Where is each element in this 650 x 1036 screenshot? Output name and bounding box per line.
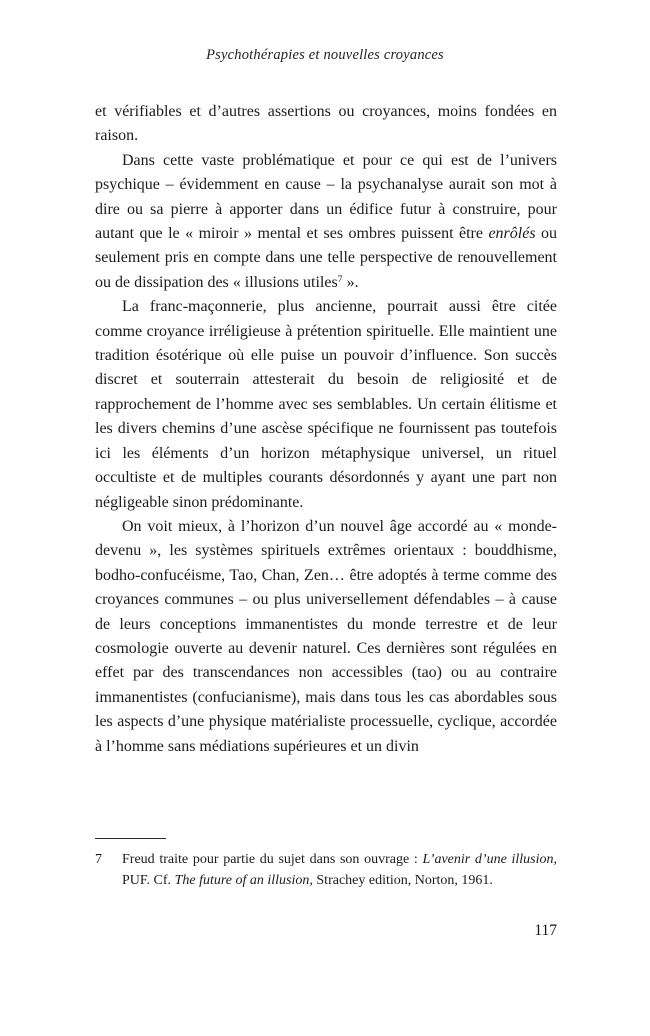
running-header: Psychothérapies et nouvelles croyances bbox=[206, 47, 444, 63]
paragraph-3 bbox=[95, 295, 557, 515]
text-run: Dans cette vaste problématique et pour ce qui est de l’univers psychique – évidemment en cause – la psychanalyse aurait son mot à dire ou sa pierre à apporter dans un édifice futur à construire, pour autant que le « miroir » mental et ses ombres puissent être bbox=[95, 151, 557, 243]
text-run: Freud traite pour partie du sujet dans son ouvrage : bbox=[122, 852, 423, 867]
text-run: , PUF. Cf. bbox=[122, 852, 557, 888]
footnote-text bbox=[122, 852, 557, 888]
text-run: ». bbox=[342, 273, 359, 291]
text-run: The future of an illusion, bbox=[174, 872, 313, 888]
text-run: et vérifiables et d’autres assertions ou croyances, moins fondées en raison. bbox=[95, 103, 557, 145]
footnote bbox=[95, 850, 557, 891]
text-run: Strachey edition, Norton, 1961. bbox=[312, 872, 493, 888]
text-run: ou seulement pris en compte dans une telle perspective de renouvellement ou de dissipation des « illusions utiles bbox=[95, 225, 558, 291]
footnote-area bbox=[95, 838, 557, 891]
paragraph-1 bbox=[95, 100, 557, 149]
paragraph-2 bbox=[95, 149, 557, 295]
text-run: L’avenir d’une illusion bbox=[422, 852, 554, 867]
paragraph-4 bbox=[95, 515, 557, 759]
footnote-marker: 7 bbox=[95, 852, 102, 867]
text-run: On voit mieux, à l’horizon d’un nouvel âge accordé au « monde-devenu », les systèmes spirituels extrêmes orientaux : bouddhisme, bodho-confucéisme, Tao, Chan, Zen… être adoptés à terme comme des croyances communes – ou plus universellement défendables – à cause de leurs conceptions immanentistes du monde terrestre et de leur cosmologie ouverte au devenir naturel. Ces dernières sont régulées en effet par des transcendances non accessibles (tao) ou au contraire immanentistes (confucianisme), mais dans tous les cas abordables sous les aspects d’une physique matérialiste processuelle, cyclique, accordée à l’homme sans médiations supérieures et un divin bbox=[95, 517, 557, 755]
footnote-ref: 7 bbox=[337, 274, 343, 286]
text-run: La franc-maçonnerie, plus ancienne, pourrait aussi être citée comme croyance irréligieuse à prétention spirituelle. Elle maintient une tradition ésotérique où elle puise un pouvoir d’influence. Son succès discret et souterrain attesterait du besoin de religiosité et de rapprochement de l’homme avec ses semblables. Un certain élitisme et les divers chemins d’une ascèse spécifique ne fournissent pas toutefois ici les éléments d’un horizon métaphysique universel, un rituel occultiste et de multiples courants désordonnés y ayant une part non négligeable sinon prédominante. bbox=[95, 298, 557, 511]
footnote-separator bbox=[95, 838, 166, 839]
page-number: 117 bbox=[534, 922, 557, 939]
text-run: enrôlés bbox=[488, 225, 536, 243]
body-text bbox=[95, 100, 557, 759]
